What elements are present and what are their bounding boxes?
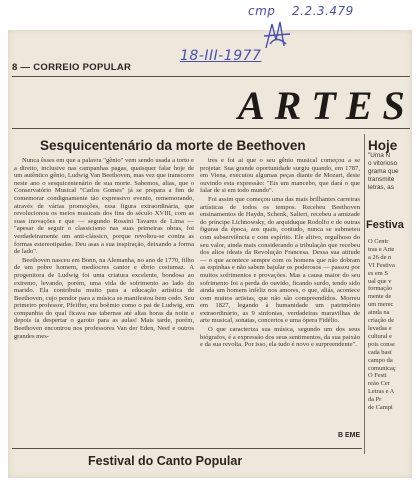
section-rule [12, 128, 410, 129]
handwritten-signature-icon [262, 18, 292, 52]
side-line: o vitorioso [368, 159, 398, 167]
side-line: um merec [368, 301, 394, 309]
side-line: ual que v [368, 277, 392, 285]
side-line: O Centr [368, 238, 389, 245]
handwritten-date: 18-III-1977 [180, 48, 262, 64]
top-rule [12, 76, 410, 77]
side-line: transmite [368, 175, 395, 183]
side-line: de Campi [368, 404, 393, 412]
side-line: Letras e A [368, 388, 395, 396]
side-line: a 26 de n [368, 253, 392, 261]
side-line: levadas e [368, 324, 392, 332]
side-line: VI Festiva [368, 261, 395, 269]
article-column-b [200, 157, 360, 443]
side-line: "Uma N [368, 152, 391, 159]
side-line: campo da [368, 356, 393, 364]
side-subhead: Festiva [366, 219, 404, 231]
side-line: cultural e [368, 332, 392, 340]
side-line: ainda na [368, 309, 390, 317]
side-line: es em S [368, 269, 388, 277]
side-line: reão Cer [368, 380, 390, 388]
side-line: criação de [368, 317, 395, 325]
article-paragraph: O que caracteriza sua música, segundo um dos seus biógrafos, é a expressão dos seus sentimentos, da sua paixão e da sua revolta. Por isso, ela tudo é novo e surpreendente". [200, 326, 360, 349]
side-line: tras e Arte [368, 245, 395, 253]
side-column-body [368, 238, 412, 450]
side-line: cada bast [368, 348, 392, 356]
side-line: da Pr [368, 396, 382, 404]
side-line: grama que [368, 167, 399, 175]
article-byline: B EME [338, 432, 361, 439]
column-divider [364, 134, 365, 454]
article-paragraph: tres e foi ai que o seu gênio musical começou a se projetar. Sua grande oportunidade surgiu quando, em 1787, em Viena, executou algumas peças diante de Mozart, deste ouvindo esta expressão: "Eis um mancebo, que dará o que falar de si em todo mundo". [200, 157, 360, 195]
bottom-headline: Festival do Canto Popular [88, 454, 243, 468]
side-line: pois conse [368, 340, 395, 348]
side-line: letras, as [368, 183, 394, 191]
bottom-rule [12, 448, 362, 449]
side-line: comunicaç [368, 364, 396, 372]
article-column-a [14, 157, 194, 439]
section-title: ARTES [238, 83, 415, 128]
archive-ref: 2.2.3.479 [292, 4, 354, 18]
side-article-headline: Hoje [368, 138, 398, 153]
side-line: formação [368, 285, 393, 293]
archive-mark: cmp [248, 4, 276, 18]
article-headline: Sesquicentenário da morte de Beethoven [40, 138, 306, 153]
article-paragraph: Nunca êsses em que a palavra "gênio" vem sendo usada a torto e a direito, inclusive nas campanhas pagas, quaisquer falar hoje de um autêntico gênio, Ludwig Van Beethoven, mas vez que transcorre neste ano o sesquicentenário de sua morte. Sabemos, alias, que o Conservatório Musical "Carlos Gomes" já se prepara a fim de comemorar condignamente tão expressivo evento, rememorando, através de várias promoções, essa figura extraordinária, que revolucionou os meios musicais dos fins do século XVIII, com as suas inovações e que — segundo Rossini Tavares de Lima — "apesar de seguir o classicismo nas suas primeiras obras, foi verdadeiramente um anti-clássico, porque revoltou-se contra as formas estereotipadas. Deu asas a sua inspiração, deixando a forma de lado". [14, 157, 194, 256]
article-paragraph: Foi assim que começou uma das mais brilhantes carreiras artísticas de todos os tempos. Recebeu Beethoven ensinamentos de Haydn, Schenk, Salieri, recebeu a amizade do príncipe Lichnowsky, do arquiduque Rodolfo e de outras figuras da época, aos quais, contudo, nunca se submeteu com subserviência e com espírito. Ele altivo, orgulhoso do seu valor, ainda mais considerando a tribulação que recebeu dos altos ideais da Revolução Francesa. Dessa sua atitude — o que acontece sempre com os homens que não dobram as espinhas e não sabem bajular os poderosos — passou por muitos sofrimentos e provações. Mas a causa maior do seu sofrimento foi a perda do ouvido, ficando surdo, tendo sido ainda um homem infeliz nos amores, o que, aliás, acontece com muitos artistas, que não são compreendidos. Morreu em 1827, legando à humanidade um patrimônio extraordinário, as 9 sinfonias, verdadeiras maravilhas de arte musical, sonatas, concertos e uma ópera Fidélio. [200, 195, 360, 325]
article-paragraph: Beethoven nasceu em Bonn, na Alemanha, no ano de 1770, filho de um pobre homem, medíocres cantor e ébrio costumaz. A progenitora de Ludwig foi uma criatura excelente, bondosa ao extremo, levando, porém, uma vida de sofrimento ao lado do marido. Ela contribuiu muito para a educação artística de Beethoven, cujo pendor para a música se manifestou bem cedo. Seu primeiro professor, Pfeiffer, era boêmio como o pai de Ludwig, em companhia do qual ficava nas tabernas até altas horas da noite e depois ia despertar o garoto para as aulas! Mais tarde, porém, Beethoven encontrou nos professores Van der Eden, Neef e outros grandes mes- [14, 256, 194, 340]
side-line: O Festi [368, 372, 387, 380]
side-line: mente de [368, 293, 392, 301]
page-masthead: 8 — CORREIO POPULAR [12, 62, 132, 73]
